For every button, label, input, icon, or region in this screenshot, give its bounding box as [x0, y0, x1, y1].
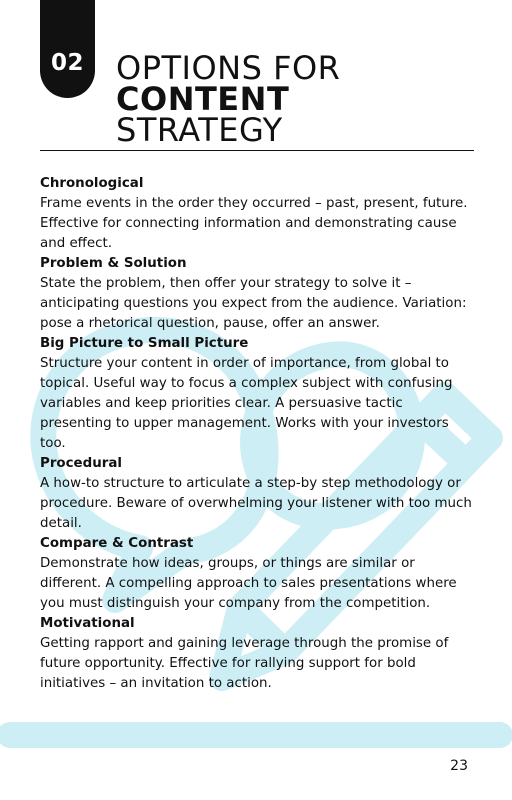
chapter-number: 02: [50, 50, 84, 76]
section-body: Frame events in the order they occurred – past, present, future. Effective for connecting information and demonstrating cause and effect.: [40, 196, 468, 251]
page-title: [116, 49, 341, 149]
section-heading: Procedural: [40, 456, 122, 471]
section-compare-contrast: [40, 534, 472, 614]
section-body: A how-to structure to articulate a step-by step methodology or procedure. Beware of overwhelming your listener with too much detail.: [40, 476, 472, 531]
section-procedural: [40, 454, 472, 534]
section-problem-solution: [40, 254, 472, 334]
content-sections: [40, 174, 472, 694]
title-line-1: OPTIONS FOR: [116, 49, 341, 87]
section-heading: Motivational: [40, 616, 135, 631]
section-body: Structure your content in order of importance, from global to topical. Useful way to focus a complex subject with confusing variables and keep priorities clear. A persuasive tactic presenting to upper management. Works with your investors too.: [40, 356, 453, 451]
section-body: Getting rapport and gaining leverage through the promise of future opportunity. Effective for rallying support for bold initiatives – an invitation to action.: [40, 636, 449, 691]
section-chronological: [40, 174, 472, 254]
chapter-tab: [40, 0, 95, 98]
section-body: State the problem, then offer your strategy to solve it – anticipating questions you expect from the audience. Variation: pose a rhetorical question, pause, offer an answer.: [40, 276, 467, 331]
title-line-3: STRATEGY: [116, 111, 283, 149]
section-heading: Big Picture to Small Picture: [40, 336, 249, 351]
section-motivational: [40, 614, 472, 694]
section-heading: Compare & Contrast: [40, 536, 194, 551]
title-divider: [40, 150, 474, 151]
title-line-2: CONTENT: [116, 80, 290, 118]
section-heading: Chronological: [40, 176, 144, 191]
section-heading: Problem & Solution: [40, 256, 187, 271]
page-number: 23: [450, 758, 468, 774]
section-big-picture: [40, 334, 472, 454]
section-body: Demonstrate how ideas, groups, or things are similar or different. A compelling approach to sales presentations where you must distinguish your company from the competition.: [40, 556, 457, 611]
